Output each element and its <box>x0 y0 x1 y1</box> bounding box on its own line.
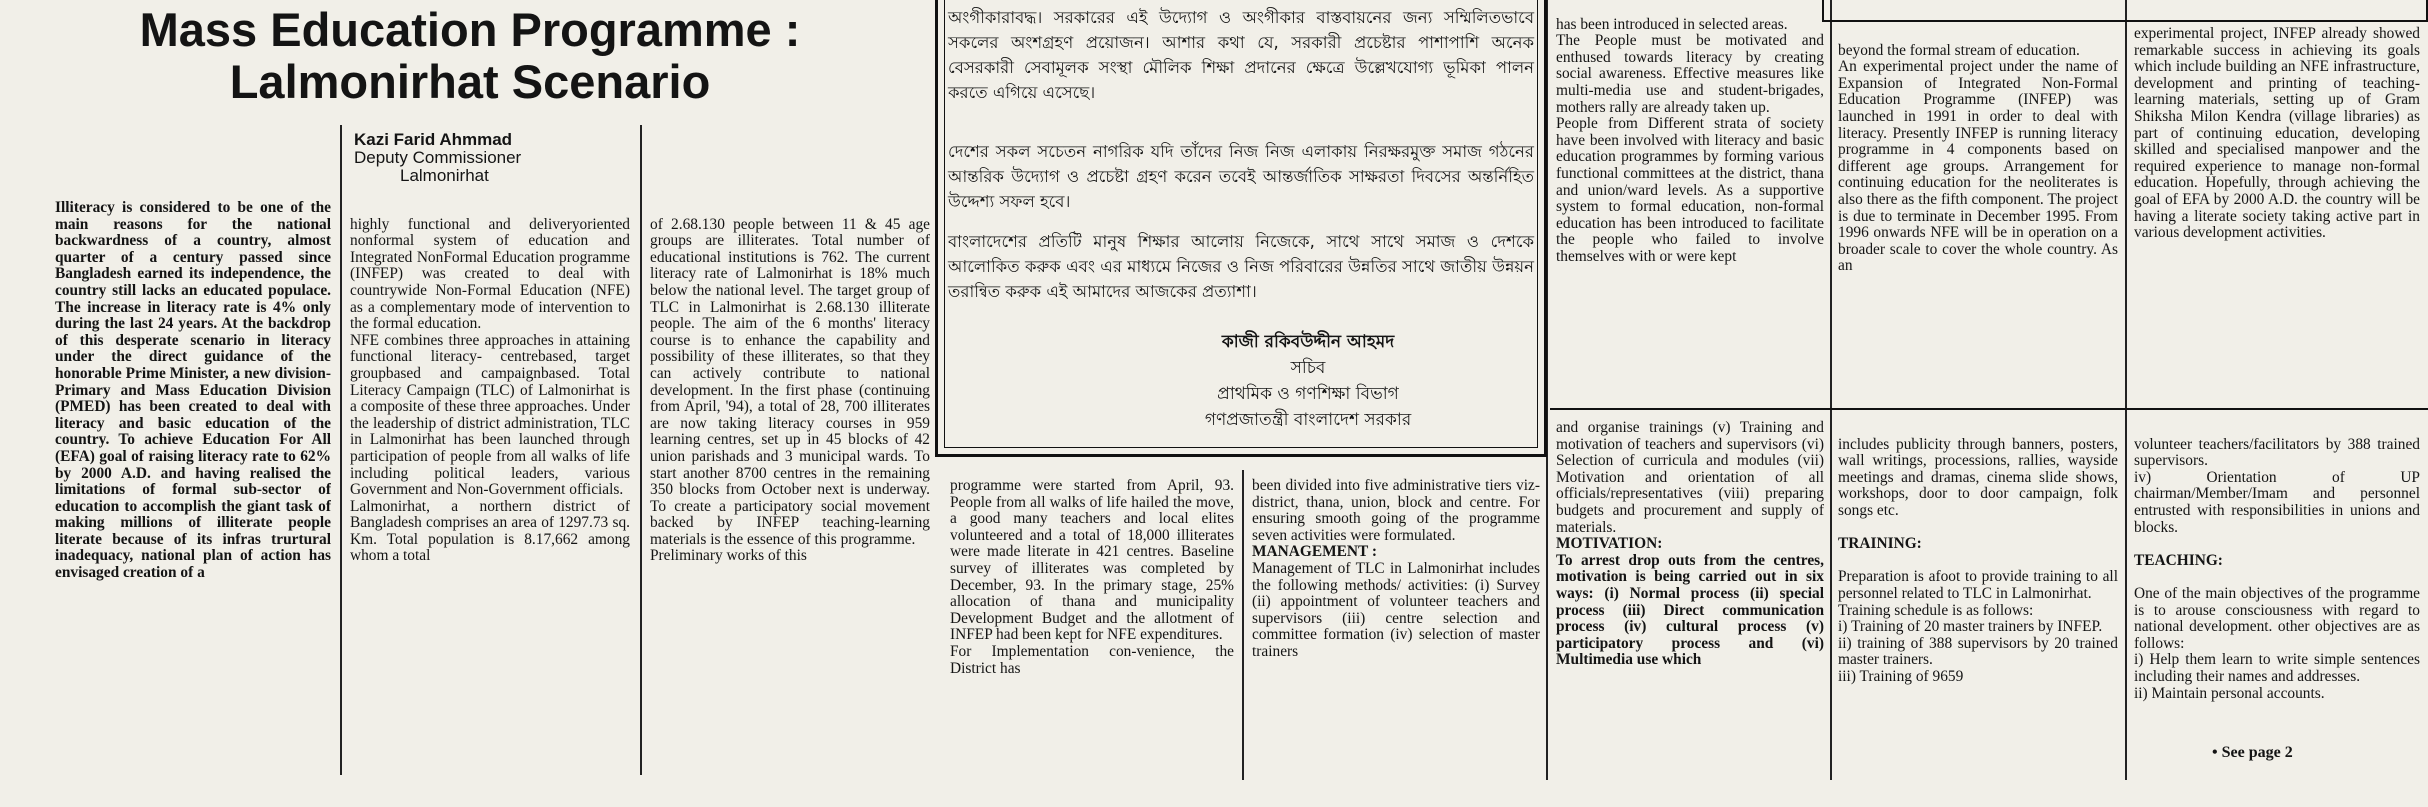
article-headline <box>30 4 910 108</box>
section-heading-motivation: MOTIVATION: <box>1556 535 1663 553</box>
signature-title: সচিব <box>1290 358 1326 378</box>
article-column-6-top <box>1556 0 1824 400</box>
headline-line-1: Mass Education Programme : <box>139 3 801 56</box>
article-column-8-bottom <box>2134 420 2420 740</box>
continuation-note <box>2212 744 2293 762</box>
column-rule <box>640 125 642 775</box>
section-heading-teaching: TEACHING: <box>2134 551 2223 569</box>
column-rule <box>2125 0 2127 780</box>
section-rule <box>1550 408 2428 410</box>
headline-line-2: Lalmonirhat Scenario <box>229 55 711 108</box>
article-column-6-bottom <box>1556 420 1824 780</box>
see-page-label: See page 2 <box>2221 744 2293 761</box>
column-text: and organise trainings (v) Training and motivation of teachers and supervisors (vi) Selection of curricula and modules (vii) Motivation and orientation of all officials/representatives (viii) preparing budgets and procurement and supply of materials. <box>1556 420 1824 536</box>
column-text: Illiteracy is considered to be one of the main reasons for the national backwardness of a country, almost quarter of a century passed since Bangladesh earned its independence, the country still lacks an educated populace. The increase in literacy rate is 4% only during the last 24 years. At the backdrop of this desperate scenario in literacy under the direct guidance of the honorable Prime Minister, a new division-Primary and Mass Education Division (PMED) has been created to deal with literacy and basic education of the country. To achieve Education For All (EFA) goal of raising literacy rate to 62% by 2000 A.D. and having realised the limitations of formal sub-sector of education to accomplish the giant task of making millions of illiterate people literate because of its infras trurtural inadequacy, national plan of action has envisaged creation of a <box>55 200 331 582</box>
column-text: of 2.68.130 people between 11 & 45 age groups are illiterates. Total number of educational institutions is 762. The current literacy rate of Lalmonirhat is 18% much below the national level. The target group of TLC in Lalmonirhat is 2.68.130 illiterate people. The aim of the 6 months' literacy course is to enhance the capability and possibility of these illiterates, so that they can actively contribute to national development. In the first phase (continuing from April, '94), a total of 28, 700 illiterates are now taking literacy courses in 959 learning centres, set up in 45 blocks of 42 union parishads and 3 municipal wards. To start another 8700 centres in the remaining 350 blocks from October next is underway. To create a participatory social movement backed by INFEP teaching-learning materials is the essence of this programme. Preliminary works of this <box>650 215 930 565</box>
author-place: Lalmonirhat <box>400 166 489 185</box>
top-box-fragment <box>1822 0 2428 22</box>
signature-name: কাজী রকিবউদ্দীন আহমদ <box>1221 332 1395 352</box>
message-paragraph-3: বাংলাদেশের প্রতিটি মানুষ শিক্ষার আলোয় নিজেকে, সাথে সাথে সমাজ ও দেশকে আলোকিত করুক এবং এর মাধ্যমে নিজের ও নিজ পরিবারের উন্নতির সাথে জাতীয় উন্নয়ন তরান্বিত করুক এই আমাদের আজকের প্রত্যাশা। <box>948 232 1534 301</box>
author-name: Kazi Farid Ahmmad <box>354 130 513 149</box>
article-column-1 <box>55 200 331 780</box>
section-heading-training: TRAINING: <box>1838 535 1922 553</box>
column-rule <box>340 125 342 775</box>
article-column-5 <box>1252 478 1540 778</box>
message-box <box>935 0 1547 457</box>
column-rule <box>1830 0 1832 780</box>
article-column-2 <box>350 200 630 780</box>
column-text: volunteer teachers/facilitators by 388 trained supervisors. iv) Orientation of UP chairman/Member/Imam and personnel entrusted with responsibilities in unions and blocks. <box>2134 435 2420 536</box>
column-text: been divided into five administrative tiers viz-district, thana, union, block and centre. For ensuring smooth going of the programme seven activities were formulated. <box>1252 478 1540 544</box>
column-text: Preparation is afoot to provide training to all personnel related to TLC in Lalmonirhat. Training schedule is as follows: i) Training of 20 master trainers by INFEP. ii) training of 388 supervisors by 20 trained master trainers. iii) Training of 9659 <box>1838 568 2118 685</box>
article-column-7-top <box>1838 26 2118 402</box>
column-rule <box>1242 470 1244 780</box>
section-heading-management: MANAGEMENT : <box>1252 543 1377 561</box>
column-text: One of the main objectives of the programme is to arouse consciousness with regard to national development. other objectives are as follows: i) Help them learn to write simple sentences including their names and addresses. ii) Maintain personal accounts. <box>2134 584 2420 702</box>
column-text: has been introduced in selected areas. The People must be motivated and enthused towards literacy by creating social awareness. Effective measures like multi-media use and student-brigades, mothers rally are already taken up. People from Different strata of society have been involved with literacy and basic education programmes by forming various functional committees at the district, thana and union/ward levels. As a supportive system to formal education, non-formal education has been introduced to facilitate the people who failed to involve themselves with or were kept <box>1556 15 1824 265</box>
column-text: includes publicity through banners, posters, wall writings, processions, rallies, wayside meetings and dramas, cinema slide shows, workshops, door to door campaign, folk songs etc. <box>1838 435 2118 519</box>
column-text: programme were started from April, 93. People from all walks of life hailed the move, a good many teachers and local elites volunteered and a total of 18,000 illiterates were made literate in 421 centres. Baseline survey of illiterates was completed by December, 93. In the primary stage, 25% allocation of thana and municipality Development Budget and the allotment of INFEP had been kept for NFE expenditures. <box>950 478 1234 644</box>
article-column-7-bottom <box>1838 420 2118 780</box>
column-text: To arrest drop outs from the centres, motivation is being carried out in six ways: (i) Normal process (ii) special process (iii) Direct communication process (iv) cultural process (v) participatory process and (vi) Multimedia use which <box>1556 551 1824 669</box>
column-text: For Implementation con-venience, the District has <box>950 642 1234 677</box>
signature-government: গণপ্রজাতন্ত্রী বাংলাদেশ সরকার <box>1204 410 1412 430</box>
column-text: beyond the formal stream of education. An experimental project under the name of Expansion of Integrated Non-Formal Education Programme (INFEP) was launched in 1991 in order to deal with literacy. Presently INFEP is running literacy programme in 4 components based on different age groups. Arrangement for continuing education for the neoliterates is also there as the fifth component. The project is due to terminate in December 1995. From 1996 onwards NFE will be in operation on a broader scale to cover the whole country. As an <box>1838 41 2118 275</box>
column-text: Management of TLC in Lalmonirhat includes the following methods/ activities: (i) Survey (ii) appointment of volunteer teachers and supervisors (iii) centre selection and committee formation (iv) selection of master trainers <box>1252 559 1540 660</box>
message-paragraph-1: অংগীকারাবদ্ধ। সরকারের এই উদ্যোগ ও অংগীকার বাস্তবায়নের জন্য সম্মিলিতভাবে সকলের অংশগ্রহণ প্রয়োজন। আশার কথা যে, সরকারী প্রচেষ্টার পাশাপাশি অনেক বেসরকারী সেবামূলক সংস্থা মৌলিক শিক্ষা প্রদানের ক্ষেত্রে উল্লেখযোগ্য ভূমিকা পালন করতে এগিয়ে এসেছে। <box>948 8 1534 102</box>
signature-block <box>1168 329 1448 433</box>
bullet-icon: • <box>2212 744 2222 761</box>
message-paragraph-2: দেশের সকল সচেতন নাগরিক যদি তাঁদের নিজ নিজ এলাকায় নিরক্ষরমুক্ত সমাজ গঠনের আন্তরিক উদ্যোগ ও প্রচেষ্টা গ্রহণ করেন তবেই আন্তর্জাতিক সাক্ষরতা দিবসের অন্তর্নিহিত উদ্দেশ্য সফল হবে। <box>948 142 1534 211</box>
byline <box>354 131 684 185</box>
article-column-4 <box>950 478 1234 778</box>
article-column-8-top <box>2134 26 2420 402</box>
signature-department: প্রাথমিক ও গণশিক্ষা বিভাগ <box>1217 384 1399 404</box>
author-role: Deputy Commissioner <box>354 148 522 167</box>
column-text: highly functional and deliveryoriented nonformal system of education and Integrated NonFormal Education programme (INFEP) was created to deal with countrywide Non-Formal Education (NFE) as a complementary mode of intervention to the formal education. NFE combines three approaches in attaining functional literacy- centrebased, target groupbased and campaignbased. Total Literacy Campaign (TLC) of Lalmonirhat is a composite of these three approaches. Under the leadership of district administration, TLC in Lalmonirhat has been launched through participation of people from all walks of life including political leaders, various Government and Non-Government officials. Lalmonirhat, a northern district of Bangladesh comprises an area of 1297.73 sq. Km. Total population is 8.17,662 among whom a total <box>350 215 630 565</box>
article-column-3 <box>650 200 930 780</box>
column-text: experimental project, INFEP already showed remarkable success in achieving its goals which include building an NFE infrastructure, development and printing of teaching-learning materials, setting up of Gram Shiksha Milon Kendra (village libraries) as part of continuing education, developing skilled and specialised manpower and the required experience to manage non-formal education. Hopefully, through achieving the goal of EFA by 2000 A.D. the country will be having a literate society taking active part in various development activities. <box>2134 26 2420 242</box>
